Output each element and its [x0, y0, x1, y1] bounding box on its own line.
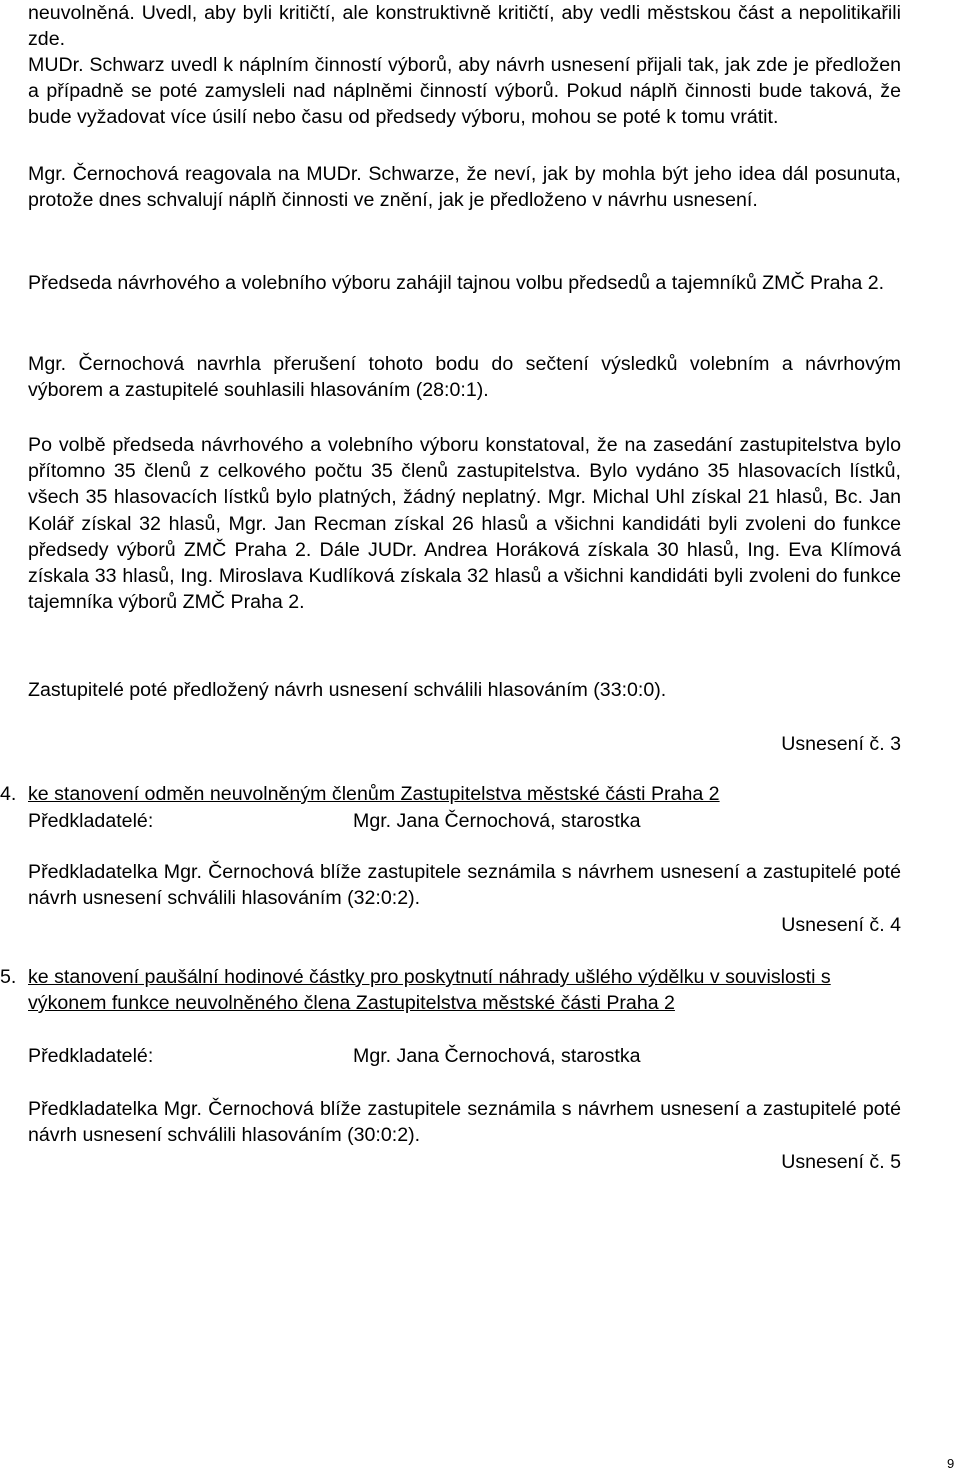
resolution-5-label: Usnesení č. 5	[781, 1151, 901, 1173]
item-4-submitter-label: Předkladatelé:	[28, 810, 154, 832]
item-5-title: ke stanovení paušální hodinové částky pro poskytnutí náhrady ušlého výdělku v souvislosti s výkonem funkce neuvolněného člena Zastupitelstva městské části Praha 2	[28, 966, 831, 1015]
paragraph-schwarz-statement: MUDr. Schwarz uvedl k náplním činností výborů, aby návrh usnesení přijali tak, jak zde je předložen a případně se poté zamysleli nad náplněmi činností výborů. Pokud náplň činnosti bude taková, že bude vyžadovat více úsilí nebo času od předsedy výboru, mohou se poté k tomu vrátit.	[28, 54, 901, 129]
item-4-text: Předkladatelka Mgr. Černochová blíže zastupitele seznámila s návrhem usnesení a zastupitelé poté návrh usnesení schválili hlasováním (32:0:2).	[28, 861, 901, 910]
item-4-submitter-value: Mgr. Jana Černochová, starostka	[353, 810, 641, 832]
resolution-3-label: Usnesení č. 3	[781, 733, 901, 755]
paragraph-interruption: Mgr. Černochová navrhla přerušení tohoto bodu do sečtení výsledků volebním a návrhovým výborem a zastupitelé souhlasili hlasováním (28:0:1).	[28, 353, 901, 402]
item-5-submitter-value: Mgr. Jana Černochová, starostka	[353, 1045, 641, 1067]
item-5-submitter-label: Předkladatelé:	[28, 1045, 154, 1067]
page-number: 9	[947, 1456, 955, 1471]
item-4-number: 4.	[0, 783, 17, 805]
resolution-4-label: Usnesení č. 4	[781, 914, 901, 936]
paragraph-approval: Zastupitelé poté předložený návrh usnesení schválili hlasováním (33:0:0).	[28, 679, 667, 701]
paragraph-secret-vote: Předseda návrhového a volebního výboru zahájil tajnou volbu předsedů a tajemníků ZMČ Praha 2.	[28, 272, 885, 294]
item-4-title: ke stanovení odměn neuvolněným členům Zastupitelstva městské části Praha 2	[28, 783, 720, 805]
paragraph-cernochova-reaction: Mgr. Černochová reagovala na MUDr. Schwarze, že neví, jak by mohla být jeho idea dál posunuta, protože dnes schvalují náplň činnosti ve znění, jak je předloženo v návrhu usnesení.	[28, 163, 901, 212]
item-5-text: Předkladatelka Mgr. Černochová blíže zastupitele seznámila s návrhem usnesení a zastupitelé poté návrh usnesení schválili hlasováním (30:0:2).	[28, 1098, 901, 1147]
item-4-submitter-row	[28, 808, 641, 834]
item-5-number: 5.	[0, 966, 17, 988]
item-5-submitter-row	[28, 1043, 641, 1069]
paragraph-intro-continuation: neuvolněná. Uvedl, aby byli kritičtí, ale konstruktivně kritičtí, aby vedli městskou část a nepolitikařili zde.	[28, 2, 901, 51]
paragraph-election-results: Po volbě předseda návrhového a volebního výboru konstatoval, že na zasedání zastupitelstva bylo přítomno 35 členů z celkového počtu 35 členů zastupitelstva. Bylo vydáno 35 hlasovacích lístků, všech 35 hlasovacích lístků bylo platných, žádný neplatný. Mgr. Michal Uhl získal 21 hlasů, Bc. Jan Kolář získal 32 hlasů, Mgr. Jan Recman získal 26 hlasů a všichni kandidáti byli zvoleni do funkce předsedy výborů ZMČ Praha 2. Dále JUDr. Andrea Horáková získala 30 hlasů, Ing. Eva Klímová získala 33 hlasů, Ing. Miroslava Kudlíková získala 32 hlasů a všichni kandidáti byli zvoleni do funkce tajemníka výborů ZMČ Praha 2.	[28, 434, 901, 614]
